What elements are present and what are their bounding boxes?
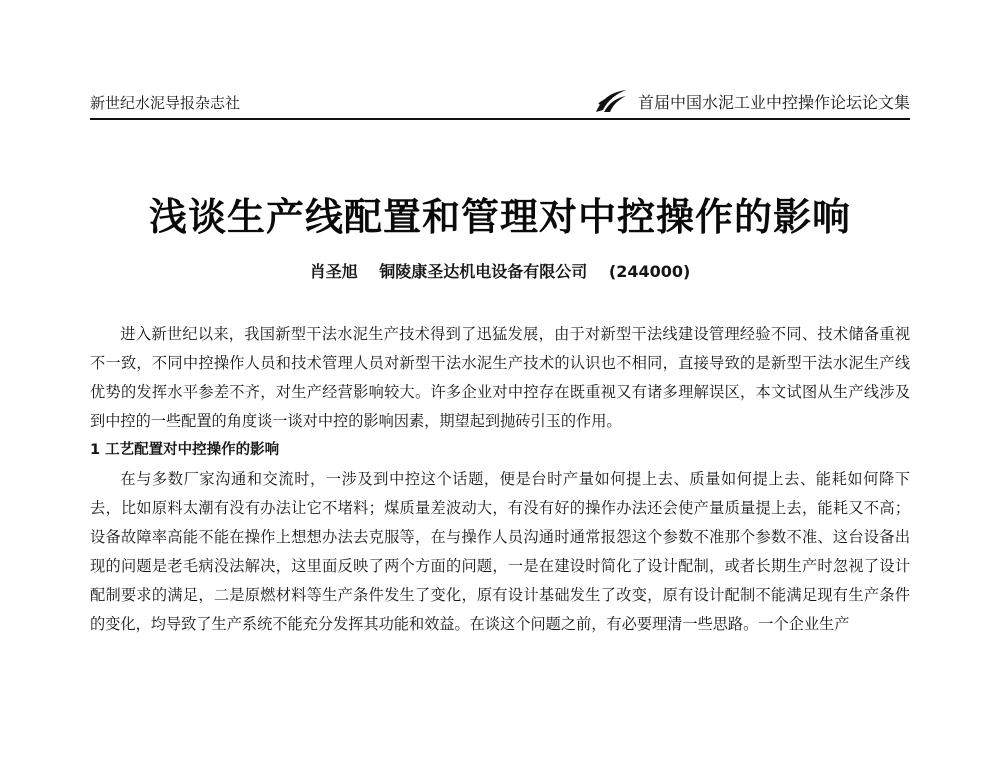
header-divider	[90, 118, 910, 120]
author-affiliation: 铜陵康圣达机电设备有限公司	[379, 262, 588, 281]
section-heading: 1 工艺配置对中控操作的影响	[90, 442, 280, 458]
journal-publisher: 新世纪水泥导报杂志社	[90, 94, 241, 112]
postal-code: (244000)	[608, 262, 691, 281]
article-title: 浅谈生产线配置和管理对中控操作的影响	[148, 194, 851, 239]
swoosh-logo-icon	[594, 88, 628, 114]
running-header	[90, 80, 910, 120]
proceedings-title: 首届中国水泥工业中控操作论坛论文集	[637, 92, 910, 112]
article-body	[90, 320, 910, 639]
proceedings-title-group	[594, 88, 910, 114]
intro-paragraph: 进入新世纪以来，我国新型干法水泥生产技术得到了迅猛发展，由于对新型干法线建设管理经验不同、技术储备重视不一致，不同中控操作人员和技术管理人员对新型干法水泥生产技术的认识也不相同，直接导致的是新型干法水泥生产线优势的发挥水平参差不齐，对生产经营影响较大。许多企业对中控存在既重视又有诸多理解误区，本文试图从生产线涉及到中控的一些配置的角度谈一谈对中控的影响因素，期望起到抛砖引玉的作用。	[90, 325, 910, 430]
section-paragraph: 在与多数厂家沟通和交流时，一涉及到中控这个话题，便是台时产量如何提上去、质量如何提上去、能耗如何降下去，比如原料太潮有没有办法让它不堵料；煤质量差波动大，有没有好的操作办法还会使产量质量提上去，能耗又不高；设备故障率高能不能在操作上想想办法去克服等，在与操作人员沟通时通常报怨这个参数不准那个参数不准、这台设备出现的问题是老毛病没法解决，这里面反映了两个方面的问题，一是在建设时简化了设计配制，或者长期生产时忽视了设计配制要求的满足，二是原燃材料等生产条件发生了变化，原有设计基础发生了改变，原有设计配制不能满足现有生产条件的变化，均导致了生产系统不能充分发挥其功能和效益。在谈这个问题之前，有必要理清一些思路。一个企业生产	[90, 470, 910, 633]
byline	[0, 259, 1000, 282]
author-name: 肖圣旭	[309, 262, 358, 281]
